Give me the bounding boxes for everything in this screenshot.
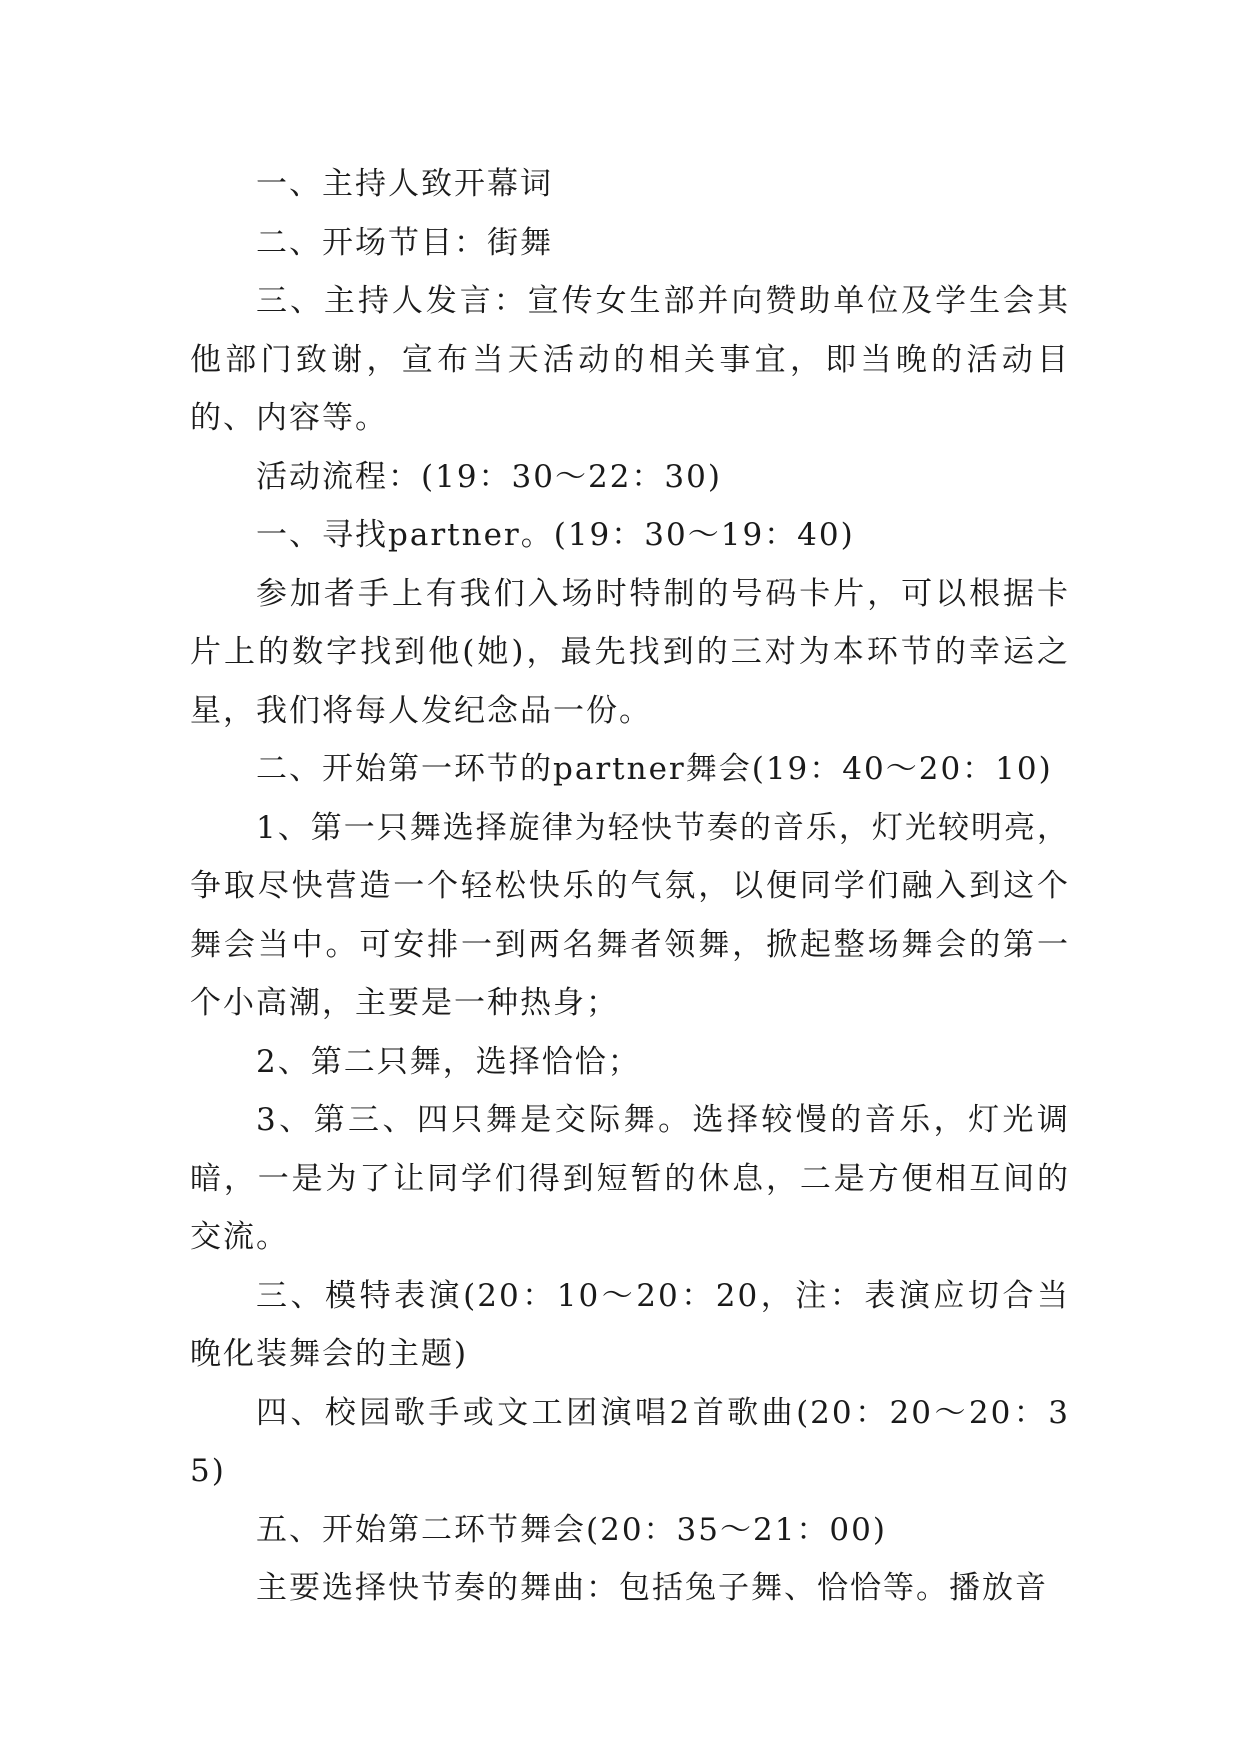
- paragraph-fast-dance-music: 主要选择快节奏的舞曲：包括兔子舞、恰恰等。播放音: [256, 1570, 1048, 1606]
- paragraph-model-show: 三、模特表演(20：10～20：20，注：表演应切合当晚化装舞会的主题): [190, 1277, 1070, 1372]
- document-body: [190, 155, 1070, 1618]
- paragraph-second-dance: 2、第二只舞，选择恰恰；: [256, 1043, 641, 1080]
- paragraph-opening-speech: 一、主持人致开幕词: [256, 166, 553, 202]
- paragraph-first-dance: 1、第一只舞选择旋律为轻快节奏的音乐，灯光较明亮，争取尽快营造一个轻松快乐的气氛，以便同学们融入到这个舞会当中。可安排一到两名舞者领舞，掀起整场舞会的第一个小高潮，主要是一种热身；: [190, 809, 1070, 1021]
- paragraph-second-dance-session: 五、开始第二环节舞会(20：35～21：00): [256, 1511, 887, 1548]
- paragraph-campus-singer: 四、校园歌手或文工团演唱2首歌曲(20：20～20：35): [190, 1394, 1070, 1489]
- paragraph-schedule: 活动流程：(19：30～22：30): [256, 458, 722, 495]
- paragraph-first-dance-session: 二、开始第一环节的partner舞会(19：40～20：10): [256, 751, 1053, 787]
- paragraph-number-cards: 参加者手上有我们入场时特制的号码卡片，可以根据卡片上的数字找到他(她)，最先找到的三对为本环节的幸运之星，我们将每人发纪念品一份。: [190, 575, 1070, 729]
- paragraph-third-fourth-dance: 3、第三、四只舞是交际舞。选择较慢的音乐，灯光调暗，一是为了让同学们得到短暂的休息，二是方便相互间的交流。: [190, 1102, 1070, 1255]
- paragraph-opening-show: 二、开场节目：街舞: [256, 224, 553, 261]
- paragraph-find-partner: 一、寻找partner。(19：30～19：40): [256, 517, 855, 553]
- paragraph-host-speech: 三、主持人发言：宣传女生部并向赞助单位及学生会其他部门致谢，宣布当天活动的相关事宜，即当晚的活动目的、内容等。: [190, 283, 1070, 436]
